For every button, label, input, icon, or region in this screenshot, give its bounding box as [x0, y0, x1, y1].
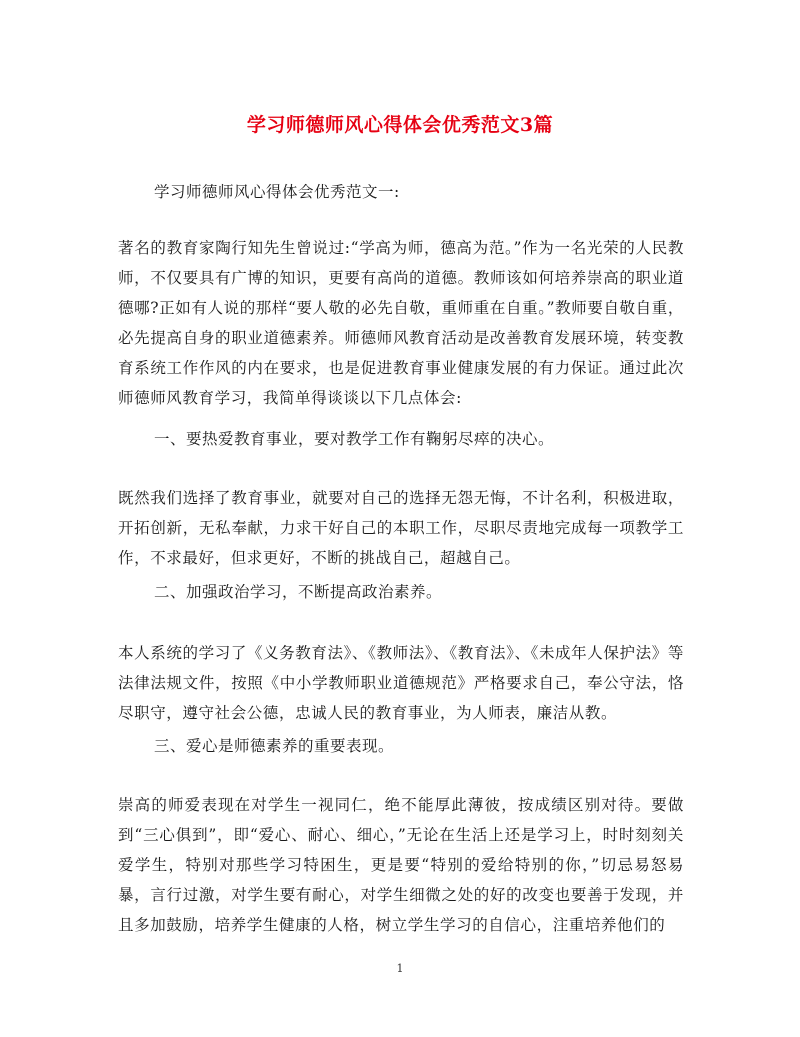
- paragraph-intro: 著名的教育家陶行知先生曾说过:“学高为师，德高为范。”作为一名光荣的人民教师，不仅要具有广博的知识，更要有高尚的道德。教师该如何培养崇高的职业道德哪?正如有人说的那样“要人敬的必先自敬，重师重在自重。”教师要自敬自重，必先提高自身的职业道德素养。师德师风教育活动是改善教育发展环境，转变教育系统工作作风的内在要求，也是促进教育事业健康发展的有力保证。通过此次师德师风教育学习，我简单得谈谈以下几点体会:: [118, 239, 684, 407]
- document-title: 学习师德师风心得体会优秀范文3篇: [246, 114, 554, 136]
- paragraph-point-two: 本人系统的学习了《义务教育法》、《教师法》、《教育法》、《未成年人保护法》等法律法规文件，按照《中小学教师职业道德规范》严格要求自己，奉公守法，恪尽职守，遵守社会公德，忠诚人民的教育事业，为人师表，廉洁从教。: [118, 644, 684, 722]
- section-subtitle: 学习师德师风心得体会优秀范文一:: [154, 183, 400, 201]
- heading-point-one: 一、要热爱教育事业，要对教学工作有鞠躬尽瘁的决心。: [154, 430, 555, 448]
- paragraph-point-three: 崇高的师爱表现在对学生一视同仁，绝不能厚此薄彼，按成绩区别对待。要做到“三心俱到”，即“爱心、耐心、细心，”无论在生活上还是学习上，时时刻刻关爱学生，特别对那些学习特困生，更是要“特别的爱给特别的你，”切忌易怒易暴，言行过激，对学生要有耐心，对学生细微之处的好的改变也要善于发现，并且多加鼓励，培养学生健康的人格，树立学生学习的自信心，注重培养他们的: [118, 796, 684, 934]
- heading-point-two: 二、加强政治学习，不断提高政治素养。: [154, 583, 443, 601]
- page-number: 1: [396, 962, 404, 975]
- heading-point-three: 三、爱心是师德素养的重要表现。: [154, 737, 395, 755]
- paragraph-point-one: 既然我们选择了教育事业，就要对自己的选择无怨无悔，不计名利，积极进取，开拓创新，无私奉献，力求干好自己的本职工作，尽职尽责地完成每一项教学工作，不求最好，但求更好，不断的挑战自己，超越自己。: [118, 489, 684, 567]
